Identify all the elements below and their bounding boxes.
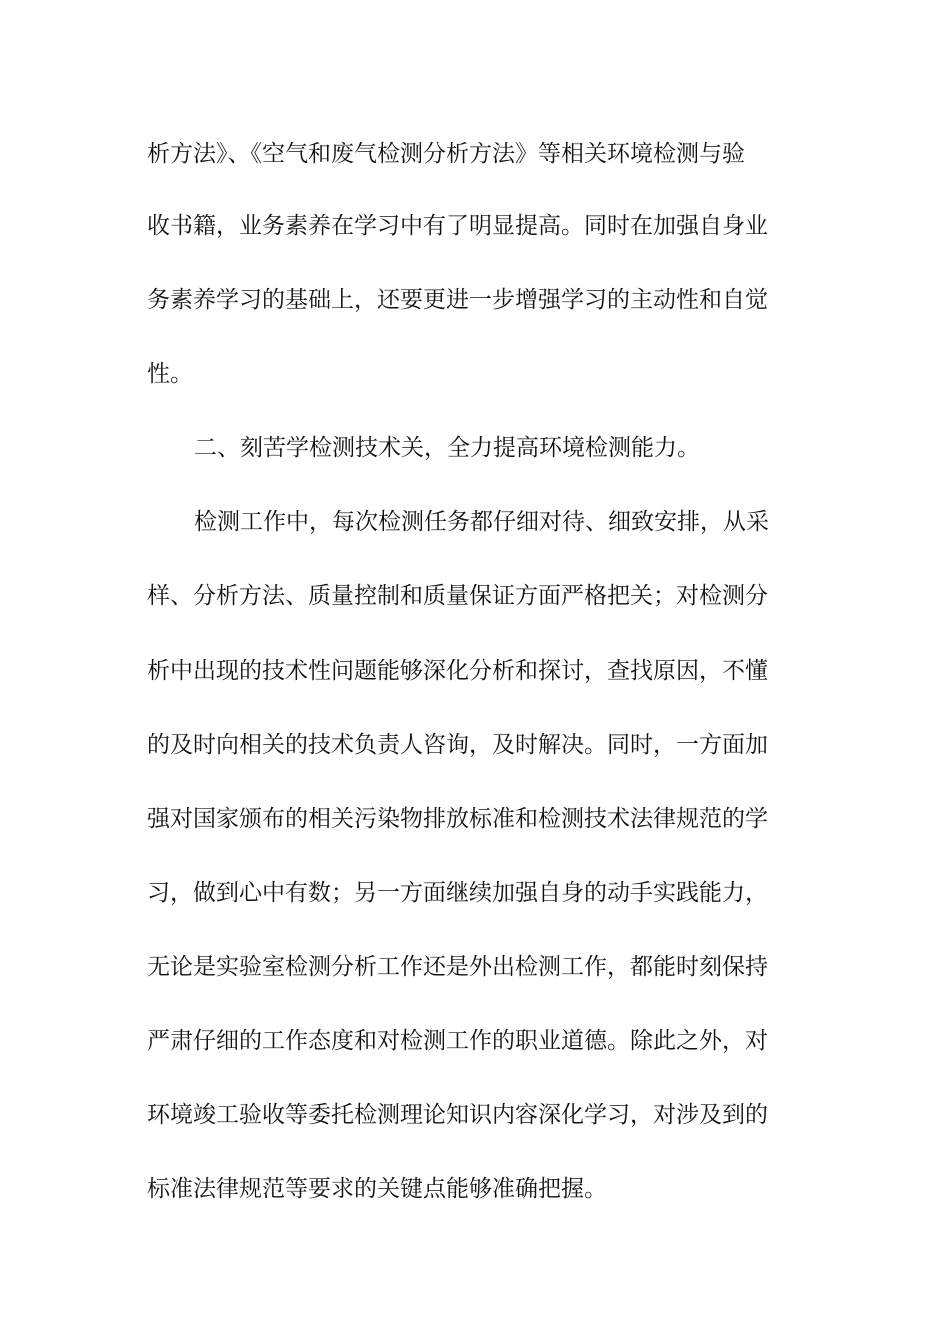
text-line: 务素养学习的基础上，还要更进一步增强学习的主动性和自觉 — [147, 287, 768, 313]
text-line: 检测工作中，每次检测任务都仔细对待、细致安排，从采 — [194, 509, 769, 535]
text-line: 严肃仔细的工作态度和对检测工作的职业道德。除此之外，对 — [147, 1028, 768, 1054]
text-line: 析方法》、《空气和废气检测分析方法》等相关环境检测与验 — [147, 141, 745, 167]
text-line: 标准法律规范等要求的关键点能够准确把握。 — [147, 1176, 607, 1202]
text-line: 收书籍，业务素养在学习中有了明显提高。同时在加强自身业 — [147, 213, 768, 239]
text-line: 环境竣工验收等委托检测理论知识内容深化学习，对涉及到的 — [147, 1102, 768, 1128]
text-line: 性。 — [147, 361, 193, 387]
text-line: 习，做到心中有数；另一方面继续加强自身的动手实践能力， — [147, 880, 768, 906]
text-line: 强对国家颁布的相关污染物排放标准和检测技术法律规范的学 — [147, 806, 768, 832]
section-heading: 二、刻苦学检测技术关，全力提高环境检测能力。 — [194, 435, 700, 461]
text-line: 无论是实验室检测分析工作还是外出检测工作，都能时刻保持 — [147, 954, 768, 980]
text-line: 的及时向相关的技术负责人咨询，及时解决。同时，一方面加 — [147, 732, 768, 758]
text-line: 样、分析方法、质量控制和质量保证方面严格把关；对检测分 — [147, 583, 768, 609]
text-line: 析中出现的技术性问题能够深化分析和探讨，查找原因，不懂 — [147, 658, 768, 684]
